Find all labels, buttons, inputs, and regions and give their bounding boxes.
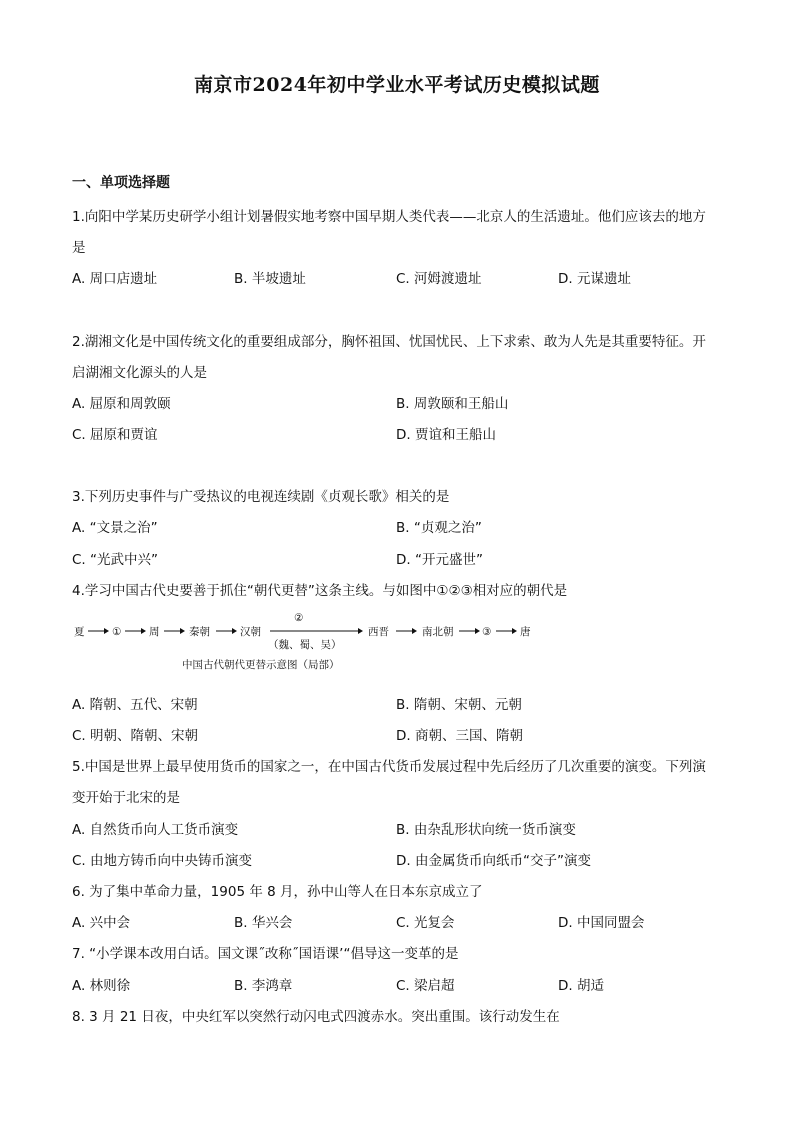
question-4-stem-line-1: 4.学习中国古代史要善于抓住“朝代更替”这条主线。与如图中①②③相对应的朝代是	[72, 583, 568, 599]
question-2-option-d: D. 贾谊和王船山	[396, 427, 496, 443]
question-6-option-a: A. 兴中会	[72, 915, 131, 931]
question-1-stem-line-1: 1.向阳中学某历史研学小组计划暑假实地考察中国早期人类代表——北京人的生活遗址。他们应该去的地方	[72, 209, 706, 225]
arrow-4-head	[232, 628, 237, 634]
question-1-option-a: A. 周口店遗址	[72, 271, 158, 287]
question-2-stem-line-2: 启湖湘文化源头的人是	[72, 365, 207, 381]
arrow-7-head	[475, 628, 480, 634]
question-6-option-d: D. 中国同盟会	[558, 915, 645, 931]
question-4-option-a: A. 隋朝、五代、宋朝	[72, 697, 198, 713]
diagram-western-jin: 西晋	[368, 626, 389, 638]
question-5-option-c: C. 由地方铸币向中央铸币演变	[72, 853, 253, 869]
arrow-8-head	[512, 628, 517, 634]
question-2-option-c: C. 屈原和贾谊	[72, 427, 158, 443]
question-1-option-c: C. 河姆渡遗址	[396, 271, 482, 287]
question-6-stem-line-1: 6. 为了集中革命力量，1905 年 8 月，孙中山等人在日本东京成立了	[72, 884, 483, 900]
question-7-option-d: D. 胡适	[558, 978, 604, 994]
diagram-tang: 唐	[520, 626, 531, 638]
arrow-5-head	[358, 628, 363, 634]
diagram-marker-1: ①	[112, 626, 122, 638]
dynasty-diagram	[72, 610, 542, 672]
question-1-option-b: B. 半坡遗址	[234, 271, 306, 287]
question-4-option-d: D. 商朝、三国、隋朝	[396, 728, 523, 744]
diagram-caption: 中国古代朝代更替示意图（局部）	[182, 659, 340, 671]
diagram-marker-2: ②	[294, 612, 304, 624]
question-2-option-a: A. 屈原和周敦颐	[72, 396, 171, 412]
arrow-2-head	[141, 628, 146, 634]
diagram-zhou: 周	[149, 626, 160, 638]
arrow-1-head	[104, 628, 109, 634]
diagram-xia: 夏	[74, 626, 85, 638]
section-title: 一、单项选择题	[72, 175, 170, 191]
page-title: 南京市2024年初中学业水平考试历史模拟试题	[194, 74, 600, 96]
question-5-stem-line-1: 5.中国是世界上最早使用货币的国家之一，在中国古代货币发展过程中先后经历了几次重要的演变。下列演	[72, 759, 706, 775]
question-7-option-a: A. 林则徐	[72, 978, 131, 994]
diagram-nanbeichao: 南北朝	[422, 626, 454, 638]
question-2-stem-line-1: 2.湖湘文化是中国传统文化的重要组成部分，胸怀祖国、忧国忧民、上下求索、敢为人先是其重要特征。开	[72, 334, 706, 350]
diagram-han: 汉朝	[240, 626, 261, 638]
question-5-option-a: A. 自然货币向人工货币演变	[72, 822, 239, 838]
question-3-option-d: D. “开元盛世”	[396, 552, 483, 568]
question-1-option-d: D. 元谋遗址	[558, 271, 631, 287]
dynasty-diagram-svg	[72, 610, 542, 672]
question-2-option-b: B. 周敦颐和王船山	[396, 396, 509, 412]
question-5-option-d: D. 由金属货币向纸币“交子”演变	[396, 853, 591, 869]
diagram-three-kingdoms: （魏、蜀、吴）	[268, 639, 342, 651]
diagram-marker-3: ③	[482, 626, 492, 638]
question-1-stem-line-2: 是	[72, 240, 86, 256]
diagram-qin: 秦朝	[189, 626, 210, 638]
question-5-stem-line-2: 变开始于北宋的是	[72, 790, 180, 806]
question-7-stem-line-1: 7. “小学课本改用白话。国文课˝改称˝国语课’“倡导这一变革的是	[72, 946, 459, 962]
question-6-option-b: B. 华兴会	[234, 915, 293, 931]
question-6-option-c: C. 光复会	[396, 915, 455, 931]
arrow-6-head	[412, 628, 417, 634]
arrow-3-head	[180, 628, 185, 634]
question-3-option-b: B. “贞观之治”	[396, 520, 482, 536]
question-4-option-c: C. 明朝、隋朝、宋朝	[72, 728, 199, 744]
question-7-option-b: B. 李鸿章	[234, 978, 293, 994]
question-3-option-c: C. “光武中兴”	[72, 552, 158, 568]
question-4-option-b: B. 隋朝、宋朝、元朝	[396, 697, 522, 713]
question-3-option-a: A. “文景之治”	[72, 520, 158, 536]
question-7-option-c: C. 梁启超	[396, 978, 455, 994]
question-3-stem-line-1: 3.下列历史事件与广受热议的电视连续剧《贞观长歌》相关的是	[72, 489, 450, 505]
question-5-option-b: B. 由杂乱形状向统一货币演变	[396, 822, 576, 838]
question-8-stem-line-1: 8. 3 月 21 日夜，中央红军以突然行动闪电式四渡赤水。突出重围。该行动发生在	[72, 1009, 560, 1025]
